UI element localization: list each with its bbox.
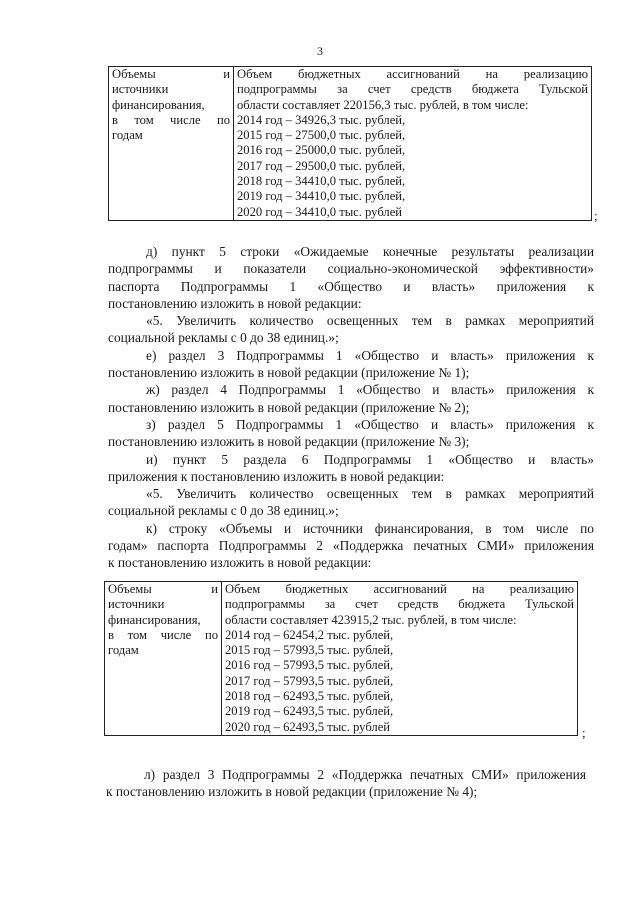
text-line: постановлению изложить в новой редакции (приложение № 1); bbox=[108, 365, 470, 381]
text-line: постановлению изложить в новой редакции (приложение № 3); bbox=[108, 434, 470, 450]
year-amount: 2017 год – 57993,5 тыс. рублей, bbox=[225, 673, 394, 688]
text-line: подпрограммы и показатели социально-экономической эффективности» bbox=[108, 261, 594, 277]
label-line: в том числе по bbox=[108, 627, 218, 642]
financing-body-cell bbox=[234, 67, 592, 221]
text-line: «5. Увеличить количество освещенных тем в рамках мероприятий bbox=[146, 486, 594, 502]
text-line: к) строку «Объемы и источники финансирования, в том числе по bbox=[146, 520, 594, 536]
label-line: финансирования, bbox=[112, 97, 205, 112]
financing-table-1 bbox=[108, 66, 592, 221]
text-line: к постановлению изложить в новой редакции: bbox=[108, 555, 372, 571]
year-amount: 2020 год – 62493,5 тыс. рублей bbox=[225, 719, 391, 734]
table2-trailing: ; bbox=[582, 725, 586, 740]
table1-trailing: ; bbox=[594, 208, 598, 223]
text-line: постановлению изложить в новой редакции (приложение № 2); bbox=[108, 399, 470, 415]
text-line: приложения к постановлению изложить в новой редакции: bbox=[108, 468, 445, 484]
year-amount: 2020 год – 34410,0 тыс. рублей bbox=[237, 204, 403, 219]
text-line: к постановлению изложить в новой редакции (приложение № 4); bbox=[106, 784, 478, 800]
label-line: источники bbox=[112, 82, 169, 97]
paragraph-d bbox=[108, 243, 594, 572]
text-line: ж) раздел 4 Подпрограммы 1 «Общество и власть» приложения к bbox=[146, 382, 594, 398]
label-line: финансирования, bbox=[108, 612, 201, 627]
year-amount: 2017 год – 29500,0 тыс. рублей, bbox=[237, 158, 406, 173]
year-amount: 2016 год – 25000,0 тыс. рублей, bbox=[237, 143, 406, 158]
year-amount: 2015 год – 27500,0 тыс. рублей, bbox=[237, 128, 406, 143]
label-line: источники bbox=[108, 597, 165, 612]
paragraph-l bbox=[106, 766, 586, 801]
label-line: Объемы и bbox=[108, 582, 218, 596]
text-line: социальной рекламы с 0 до 38 единиц.»; bbox=[108, 503, 339, 519]
text-line: е) раздел 3 Подпрограммы 1 «Общество и власть» приложения к bbox=[146, 347, 594, 363]
year-amount: 2018 год – 62493,5 тыс. рублей, bbox=[225, 689, 394, 704]
page-number: 3 bbox=[317, 44, 323, 58]
intro-line: Объем бюджетных ассигнований на реализацию bbox=[225, 582, 574, 596]
financing-table-2 bbox=[104, 581, 578, 736]
text-line: постановлению изложить в новой редакции: bbox=[108, 295, 362, 311]
year-amount: 2019 год – 34410,0 тыс. рублей, bbox=[237, 189, 406, 204]
label-line: годам bbox=[112, 128, 143, 143]
year-amount: 2016 год – 57993,5 тыс. рублей, bbox=[225, 658, 394, 673]
intro-line: Объем бюджетных ассигнований на реализацию bbox=[237, 67, 588, 81]
text-line: социальной рекламы с 0 до 38 единиц.»; bbox=[108, 330, 339, 346]
financing-label-cell bbox=[105, 582, 222, 736]
text-line: и) пункт 5 раздела 6 Подпрограммы 1 «Общество и власть» bbox=[146, 451, 594, 467]
label-line: годам bbox=[108, 643, 139, 658]
text-line: годам» паспорта Подпрограммы 2 «Поддержка печатных СМИ» приложения bbox=[108, 538, 594, 554]
year-amount: 2018 год – 34410,0 тыс. рублей, bbox=[237, 174, 406, 189]
year-amount: 2015 год – 57993,5 тыс. рублей, bbox=[225, 643, 394, 658]
label-line: Объемы и bbox=[112, 67, 230, 81]
text-line: д) пункт 5 строки «Ожидаемые конечные результаты реализации bbox=[146, 244, 594, 259]
financing-label-cell bbox=[109, 67, 234, 221]
text-line: паспорта Подпрограммы 1 «Общество и власть» приложения к bbox=[108, 278, 594, 294]
year-amount: 2014 год – 34926,3 тыс. рублей, bbox=[237, 112, 406, 127]
year-amount: 2019 год – 62493,5 тыс. рублей, bbox=[225, 704, 394, 719]
intro-line: области составляет 220156,3 тыс. рублей, в том числе: bbox=[237, 97, 529, 112]
financing-body-cell bbox=[222, 582, 578, 736]
label-line: в том числе по bbox=[112, 112, 230, 127]
intro-line: подпрограммы за счет средств бюджета Тульской bbox=[237, 82, 588, 97]
text-line: л) раздел 3 Подпрограммы 2 «Поддержка печатных СМИ» приложения bbox=[144, 767, 586, 782]
intro-line: области составляет 423915,2 тыс. рублей, в том числе: bbox=[225, 612, 517, 627]
intro-line: подпрограммы за счет средств бюджета Тульской bbox=[225, 597, 574, 612]
year-amount: 2014 год – 62454,2 тыс. рублей, bbox=[225, 627, 394, 642]
text-line: «5. Увеличить количество освещенных тем в рамках мероприятий bbox=[146, 313, 594, 329]
text-line: з) раздел 5 Подпрограммы 1 «Общество и власть» приложения к bbox=[146, 416, 594, 432]
